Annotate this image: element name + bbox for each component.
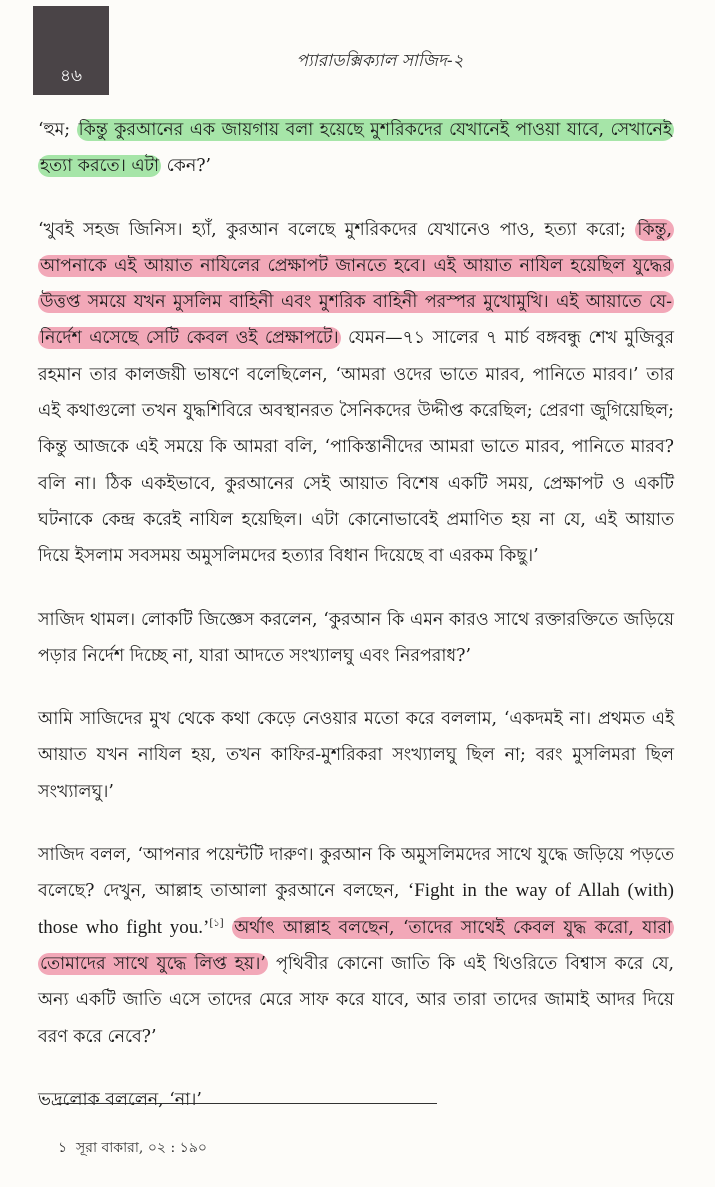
page-number: ৪৬	[59, 66, 83, 86]
p1-tail: কেন?’	[161, 156, 212, 177]
p2-lead: ‘খুবই সহজ জিনিস। হ্যাঁ, কুরআন বলেছে মুশরিকদের যেখানেও পাও, হত্যা করো;	[38, 219, 636, 240]
main-text	[38, 112, 674, 1145]
page-number-box	[33, 6, 109, 95]
paragraph-3: সাজিদ থামল। লোকটি জিজ্ঞেস করলেন, ‘কুরআন কি এমন কারও সাথে রক্তারক্তিতে জড়িয়ে পড়ার নির্দেশ দিচ্ছে না, যারা আদতে সংখ্যালঘু এবং নিরপরাধ?’	[38, 609, 674, 666]
p5-tail: পৃথিবীর কোনো জাতি কি এই থিওরিতে বিশ্বাস করে যে, অন্য একটি জাতি এসে তাদের মেরে সাফ করে যাবে, আর তারা তাদের জামাই আদর দিয়ে বরণ করে নেবে?’	[38, 953, 674, 1047]
paragraph-5	[38, 837, 674, 1055]
paragraph-1	[38, 112, 674, 185]
footnote	[58, 1136, 207, 1160]
p5-english-quote: ‘Fight in the way of Allah (with) those who fight you.’	[38, 880, 674, 938]
p1-lead: ‘হুম;	[38, 120, 77, 140]
paragraph-6: ভদ্রলোক বললেন, ‘না।’	[38, 1089, 202, 1110]
running-title: প্যারাডক্সিক্যাল সাজিদ-২	[296, 51, 464, 71]
paragraph-2	[38, 212, 674, 575]
footnote-text: সূরা বাকারা, ০২ : ১৯০	[76, 1140, 207, 1156]
paragraph-4: আমি সাজিদের মুখ থেকে কথা কেড়ে নেওয়ার মতো করে বললাম, ‘একদমই না। প্রথমত এই আয়াত যখন নাযিল হয়, তখন কাফির-মুশরিকরা সংখ্যালঘু ছিল না; বরং মুসলিমরা ছিল সংখ্যালঘু।’	[38, 709, 674, 802]
p5-lead: সাজিদ বলল, ‘আপনার পয়েন্টটি দারুণ। কুরআন কি অমুসলিমদের সাথে যুদ্ধে জড়িয়ে পড়তে বলেছে? দেখুন, আল্লাহ তাআলা কুরআনে বলছেন,	[38, 845, 674, 902]
p5-highlight: অর্থাৎ আল্লাহ বলছেন, ‘তাদের সাথেই কেবল যুদ্ধ করো, যারা তোমাদের সাথে যুদ্ধে লিপ্ত হয়।’	[40, 917, 672, 974]
p2-highlight: কিন্তু, আপনাকে এই আয়াত নাযিলের প্রেক্ষাপট জানতে হবে। এই আয়াত নাযিল হয়েছিল যুদ্ধের উত্তপ্ত সময়ে যখন মুসলিম বাহিনী এবং মুশরিক বাহিনী পরস্পর মুখোমুখি। এই আয়াতে যে-নির্দেশ এসেছে সেটি কেবল ওই প্রেক্ষাপটে।	[40, 219, 672, 349]
p1-highlight: কিন্তু কুরআনের এক জায়গায় বলা হয়েছে মুশরিকদের যেখানেই পাওয়া যাবে, সেখানেই হত্যা করতে। এটা	[40, 120, 672, 177]
footnote-divider	[57, 1103, 437, 1104]
footnote-reference[interactable]: [১]	[209, 917, 224, 929]
p2-tail: যেমন—৭১ সালের ৭ মার্চ বঙ্গবন্ধু শেখ মুজিবুর রহমান তার কালজয়ী ভাষণে বলেছিলেন, ‘আমরা ওদের ভাতে মারব, পানিতে মারব।’ তার এই কথাগুলো তখন যুদ্ধশিবিরে অবস্থানরত সৈনিকদের উদ্দীপ্ত করেছিল; প্রেরণা জুগিয়েছিল; কিন্তু আজকে এই সময়ে কি আমরা বলি, ‘পাকিস্তানীদের আমরা ভাতে মারব, পানিতে মারব? বলি না। ঠিক একইভাবে, কুরআনের সেই আয়াত বিশেষ একটি সময়, প্রেক্ষাপট ও একটি ঘটনাকে কেন্দ্র করেই নাযিল হয়েছিল। এটা কোনোভাবেই প্রমাণিত হয় না যে, এই আয়াত দিয়ে ইসলাম সবসময় অমুসলিমদের হত্যার বিধান দিয়েছে বা এরকম কিছু।’	[38, 328, 674, 567]
footnote-mark: ১	[58, 1140, 68, 1156]
